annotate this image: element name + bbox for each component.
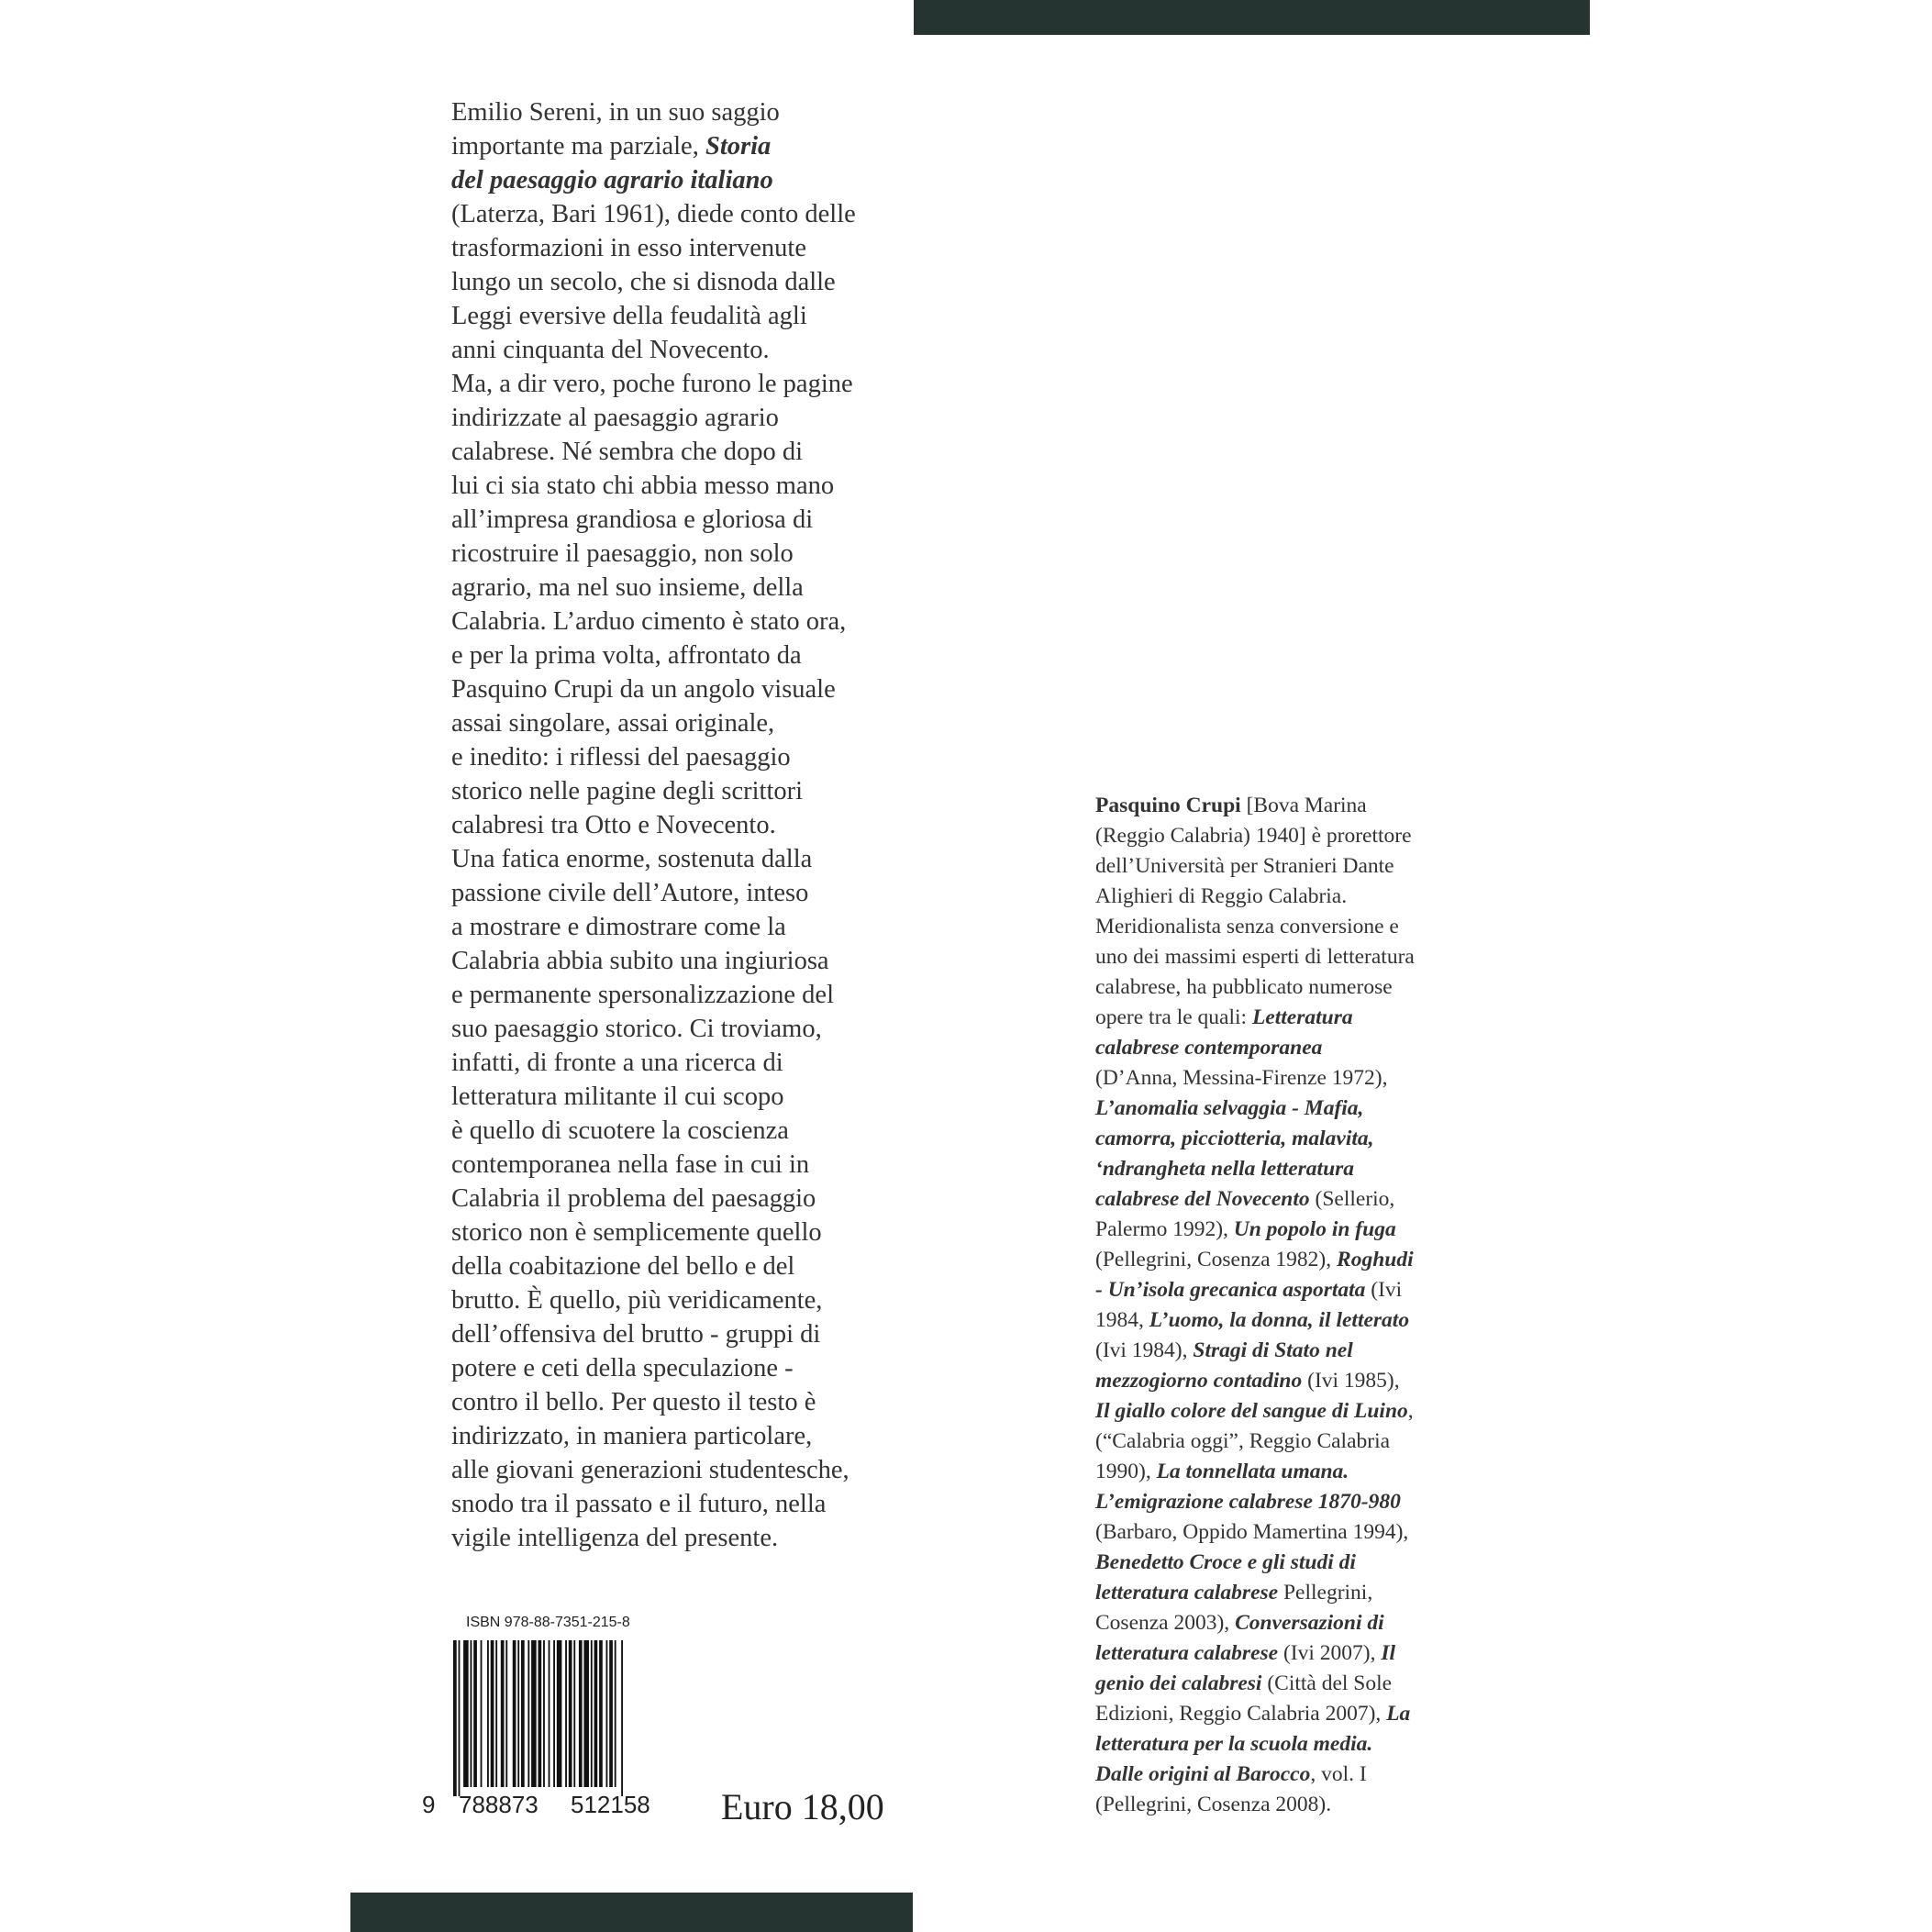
text-run: lui ci sia stato chi abbia messo mano <box>451 472 835 500</box>
emphasis-run: mezzogiorno contadino <box>1095 1369 1303 1393</box>
emphasis-run: letteratura calabrese <box>1095 1641 1279 1665</box>
text-run: (D’Anna, Messina-Firenze 1972), <box>1095 1066 1388 1090</box>
bio-line <box>1095 1457 1517 1487</box>
blurb-line <box>451 672 928 706</box>
blurb-line <box>451 537 928 571</box>
text-run: Pellegrini, <box>1278 1581 1373 1604</box>
blurb-line <box>451 571 928 605</box>
text-run: Una fatica enorme, sostenuta dalla <box>451 845 813 873</box>
text-run: indirizzato, in maniera particolare, <box>451 1422 813 1450</box>
text-run: è quello di scuotere la coscienza <box>451 1116 789 1145</box>
blurb-line <box>451 503 928 537</box>
text-run: Meridionalista senza conversione e <box>1095 915 1399 938</box>
text-run: 1990), <box>1095 1460 1157 1483</box>
barcode-bar <box>573 1640 575 1787</box>
text-run: assai singolare, assai originale, <box>451 709 775 738</box>
text-run: , <box>1407 1399 1414 1423</box>
blurb-line <box>451 978 928 1012</box>
text-run: suo paesaggio storico. Ci troviamo, <box>451 1015 822 1043</box>
emphasis-run: ‘ndrangheta nella letteratura <box>1095 1157 1355 1181</box>
text-run: dell’offensiva del brutto - gruppi di <box>451 1320 821 1349</box>
bio-line <box>1095 1396 1517 1427</box>
barcode-bar <box>557 1640 562 1787</box>
text-run: Calabria. L’arduo cimento è stato ora, <box>451 607 847 636</box>
price: Euro 18,00 <box>721 1786 884 1827</box>
text-run: (Laterza, Bari 1961), diede conto delle <box>451 200 856 228</box>
blurb-line <box>451 638 928 672</box>
text-run: (Ivi <box>1365 1278 1403 1302</box>
bio-line <box>1095 1184 1517 1215</box>
text-run: contro il bello. Per questo il testo è <box>451 1388 816 1416</box>
barcode-bar <box>539 1640 542 1787</box>
blurb-line <box>451 1317 928 1351</box>
bio-line <box>1095 851 1517 882</box>
emphasis-run: Un popolo in fuga <box>1233 1217 1396 1241</box>
blurb-line <box>451 910 928 944</box>
barcode-bar <box>487 1640 489 1787</box>
author-bio <box>1095 791 1517 1820</box>
blurb-line <box>451 469 928 503</box>
barcode-bar <box>453 1640 457 1796</box>
barcode-bar <box>517 1640 519 1787</box>
barcode-bar <box>579 1640 583 1787</box>
text-run: infatti, di fronte a una ricerca di <box>451 1049 783 1077</box>
emphasis-run: Letteratura <box>1251 1005 1353 1029</box>
barcode-bar <box>459 1640 461 1796</box>
barcode-bar <box>591 1640 593 1787</box>
blurb-line <box>451 401 928 435</box>
text-run: a mostrare e dimostrare come la <box>451 913 786 941</box>
text-run: calabrese. Né sembra che dopo di <box>451 438 803 466</box>
barcode-bar <box>583 1640 589 1787</box>
text-run: (Città del Sole <box>1261 1671 1393 1695</box>
blurb-line <box>451 1283 928 1317</box>
text-run: contemporanea nella fase in cui in <box>451 1150 810 1179</box>
blurb-line <box>451 197 928 231</box>
text-run: Alighieri di Reggio Calabria. <box>1095 884 1348 908</box>
bio-line <box>1095 1669 1517 1699</box>
barcode-bar <box>615 1640 616 1787</box>
text-run: Leggi eversive della feudalità agli <box>451 302 807 330</box>
bio-line <box>1095 1094 1517 1124</box>
blurb-line <box>451 1419 928 1453</box>
barcode-bar <box>521 1640 525 1787</box>
barcode-bar <box>594 1640 598 1787</box>
blurb-line <box>451 299 928 333</box>
text-run: 1984, <box>1095 1308 1149 1332</box>
emphasis-run: Pasquino Crupi <box>1095 794 1241 817</box>
blurb-line <box>451 944 928 978</box>
bio-line <box>1095 791 1517 821</box>
blurb-line <box>451 129 928 163</box>
emphasis-run: - Un’isola grecanica asportata <box>1095 1278 1366 1302</box>
text-run: Ma, a dir vero, poche furono le pagine <box>451 370 853 398</box>
barcode-bar <box>531 1640 537 1787</box>
barcode-bar <box>569 1640 572 1787</box>
bio-line <box>1095 1305 1517 1336</box>
emphasis-run: letteratura per la scuola media. <box>1095 1732 1373 1756</box>
barcode-digits-group2: 512158 <box>571 1791 650 1818</box>
bio-line <box>1095 1517 1517 1548</box>
bio-line <box>1095 1336 1517 1366</box>
bio-line <box>1095 1608 1517 1638</box>
text-run: della coabitazione del bello e del <box>451 1252 795 1281</box>
barcode-bar <box>473 1640 477 1787</box>
text-run: , vol. I <box>1310 1762 1367 1786</box>
isbn-block <box>422 1615 917 1835</box>
bio-line <box>1095 1154 1517 1184</box>
blurb-line <box>451 808 928 842</box>
text-run: lungo un secolo, che si disnoda dalle <box>451 268 836 296</box>
blurb-line <box>451 367 928 401</box>
blurb-line <box>451 1114 928 1148</box>
barcode-bar <box>609 1640 613 1787</box>
blurb-line <box>451 876 928 910</box>
text-run: (Ivi 1984), <box>1095 1338 1194 1362</box>
bio-line <box>1095 821 1517 851</box>
blurb-line <box>451 231 928 265</box>
barcode-digit-first: 9 <box>422 1791 436 1818</box>
isbn-label: ISBN 978-88-7351-215-8 <box>466 1615 630 1630</box>
blurb-line <box>451 163 928 197</box>
emphasis-run: Conversazioni di <box>1235 1611 1384 1635</box>
text-run: indirizzate al paesaggio agrario <box>451 404 779 432</box>
emphasis-run: L’emigrazione calabrese 1870-980 <box>1095 1490 1401 1514</box>
text-run: anni cinquanta del Novecento. <box>451 336 770 364</box>
text-run: uno dei massimi esperti di letteratura <box>1095 945 1415 969</box>
text-run: Palermo 1992), <box>1095 1217 1234 1241</box>
text-run: brutto. È quello, più veridicamente, <box>451 1286 823 1315</box>
bio-line <box>1095 1578 1517 1608</box>
bio-line <box>1095 1487 1517 1517</box>
bio-line <box>1095 1790 1517 1820</box>
blurb-line <box>451 1385 928 1419</box>
blurb-line <box>451 1080 928 1114</box>
barcode-bar <box>621 1640 623 1796</box>
text-run: e inedito: i riflessi del paesaggio <box>451 743 791 772</box>
barcode-bar <box>505 1640 507 1787</box>
blurb-line <box>451 435 928 469</box>
bio-line <box>1095 1366 1517 1396</box>
barcode-bar <box>527 1640 529 1787</box>
text-run: (“Calabria oggi”, Reggio Calabria <box>1095 1429 1391 1453</box>
bio-line <box>1095 1760 1517 1790</box>
text-run: Edizioni, Reggio Calabria 2007), <box>1095 1702 1387 1726</box>
barcode-bar <box>513 1640 516 1787</box>
blurb-line <box>451 265 928 299</box>
emphasis-run: camorra, picciotteria, malavita, <box>1095 1127 1374 1150</box>
text-run: opere tra le quali: <box>1095 1005 1252 1029</box>
blurb-line <box>451 95 928 129</box>
text-run: calabrese, ha pubblicato numerose <box>1095 975 1393 999</box>
blurb-line <box>451 1453 928 1487</box>
emphasis-run: L’uomo, la donna, il letterato <box>1149 1308 1410 1332</box>
text-run: (Ivi 1985), <box>1302 1369 1400 1393</box>
text-run: vigile intelligenza del presente. <box>451 1524 779 1552</box>
barcode-bar <box>549 1640 550 1787</box>
bio-line <box>1095 1548 1517 1578</box>
bio-line <box>1095 942 1517 972</box>
blurb-line <box>451 1216 928 1249</box>
text-run: passione civile dell’Autore, inteso <box>451 879 809 907</box>
barcode <box>450 1640 675 1796</box>
text-run: alle giovani generazioni studentesche, <box>451 1456 849 1484</box>
text-run: e permanente spersonalizzazione del <box>451 981 834 1009</box>
bio-line <box>1095 972 1517 1003</box>
emphasis-run: calabrese del Novecento <box>1095 1187 1310 1211</box>
emphasis-run: La tonnellata umana. <box>1156 1460 1349 1483</box>
barcode-bar <box>491 1640 494 1787</box>
barcode-bar <box>599 1640 603 1787</box>
text-run: (Pellegrini, Cosenza 1982), <box>1095 1248 1338 1271</box>
cover-band-bottom <box>350 1893 913 1932</box>
emphasis-run: Il giallo colore del sangue di Luino <box>1095 1399 1408 1423</box>
text-run: all’impresa grandiosa e gloriosa di <box>451 505 814 534</box>
blurb-line <box>451 1046 928 1080</box>
emphasis-run: del paesaggio agrario italiano <box>451 166 773 194</box>
bio-line <box>1095 1003 1517 1033</box>
text-run: importante ma parziale, <box>451 132 705 161</box>
emphasis-run: La <box>1386 1702 1411 1726</box>
text-run: calabresi tra Otto e Novecento. <box>451 811 776 839</box>
barcode-bar <box>543 1640 545 1787</box>
blurb-line <box>451 1148 928 1182</box>
bio-line <box>1095 1275 1517 1305</box>
text-run: Calabria il problema del paesaggio <box>451 1184 816 1213</box>
text-run: Cosenza 2003), <box>1095 1611 1236 1635</box>
emphasis-run: letteratura calabrese <box>1095 1581 1279 1604</box>
emphasis-run: Stragi di Stato nel <box>1193 1338 1353 1362</box>
bio-line <box>1095 912 1517 942</box>
text-run: dell’Università per Stranieri Dante <box>1095 854 1394 878</box>
bio-line <box>1095 1215 1517 1245</box>
text-run: (Reggio Calabria) 1940] è prorettore <box>1095 824 1412 848</box>
bio-line <box>1095 1033 1517 1063</box>
emphasis-run: genio dei calabresi <box>1095 1671 1262 1695</box>
blurb-text <box>451 95 928 1555</box>
emphasis-run: Roghudi <box>1337 1248 1414 1271</box>
text-run: (Ivi 2007), <box>1278 1641 1382 1665</box>
barcode-bar <box>501 1640 505 1787</box>
bio-line <box>1095 1427 1517 1457</box>
bio-line <box>1095 1124 1517 1154</box>
emphasis-run: Il <box>1381 1641 1396 1665</box>
blurb-line <box>451 842 928 876</box>
text-run: (Sellerio, <box>1309 1187 1395 1211</box>
cover-band-top <box>914 0 1590 35</box>
barcode-bar <box>606 1640 608 1787</box>
bio-line <box>1095 882 1517 912</box>
bio-line <box>1095 1729 1517 1760</box>
blurb-line <box>451 1487 928 1521</box>
bio-line <box>1095 1699 1517 1729</box>
emphasis-run: calabrese contemporanea <box>1095 1036 1323 1060</box>
blurb-line <box>451 1521 928 1555</box>
text-run: e per la prima volta, affrontato da <box>451 641 802 670</box>
text-run: trasformazioni in esso intervenute <box>451 234 807 262</box>
blurb-line <box>451 1182 928 1216</box>
text-run: (Pellegrini, Cosenza 2008). <box>1095 1793 1332 1816</box>
barcode-digits-group1: 788873 <box>459 1791 539 1818</box>
emphasis-run: Benedetto Croce e gli studi di <box>1095 1550 1356 1574</box>
text-run: potere e ceti della speculazione - <box>451 1354 794 1382</box>
emphasis-run: L’anomalia selvaggia - Mafia, <box>1095 1096 1364 1120</box>
text-run: Pasquino Crupi da un angolo visuale <box>451 675 836 704</box>
text-run: Emilio Sereni, in un suo saggio <box>451 98 780 127</box>
text-run: (Barbaro, Oppido Mamertina 1994), <box>1095 1520 1409 1544</box>
text-run: storico non è semplicemente quello <box>451 1218 822 1247</box>
bio-line <box>1095 1245 1517 1275</box>
barcode-bar <box>553 1640 555 1787</box>
blurb-line <box>451 1249 928 1283</box>
blurb-line <box>451 706 928 740</box>
text-run: [Bova Marina <box>1240 794 1367 817</box>
blurb-line <box>451 1012 928 1046</box>
text-run: storico nelle pagine degli scrittori <box>451 777 804 805</box>
emphasis-run: Dalle origini al Barocco <box>1095 1762 1311 1786</box>
text-run: letteratura militante il cui scopo <box>451 1083 784 1111</box>
blurb-line <box>451 1351 928 1385</box>
barcode-bar <box>463 1640 469 1787</box>
barcode-bar <box>471 1640 472 1787</box>
barcode-bar <box>565 1640 567 1787</box>
barcode-bar <box>495 1640 497 1787</box>
emphasis-run: Storia <box>705 132 772 161</box>
text-run: ricostruire il paesaggio, non solo <box>451 539 794 568</box>
bio-line <box>1095 1063 1517 1094</box>
bio-line <box>1095 1638 1517 1669</box>
text-run: Calabria abbia subito una ingiuriosa <box>451 947 829 975</box>
text-run: agrario, ma nel suo insieme, della <box>451 573 804 602</box>
blurb-line <box>451 333 928 367</box>
blurb-line <box>451 605 928 638</box>
text-run: snodo tra il passato e il futuro, nella <box>451 1490 827 1518</box>
blurb-line <box>451 740 928 774</box>
blurb-line <box>451 774 928 808</box>
barcode-bar <box>481 1640 483 1787</box>
